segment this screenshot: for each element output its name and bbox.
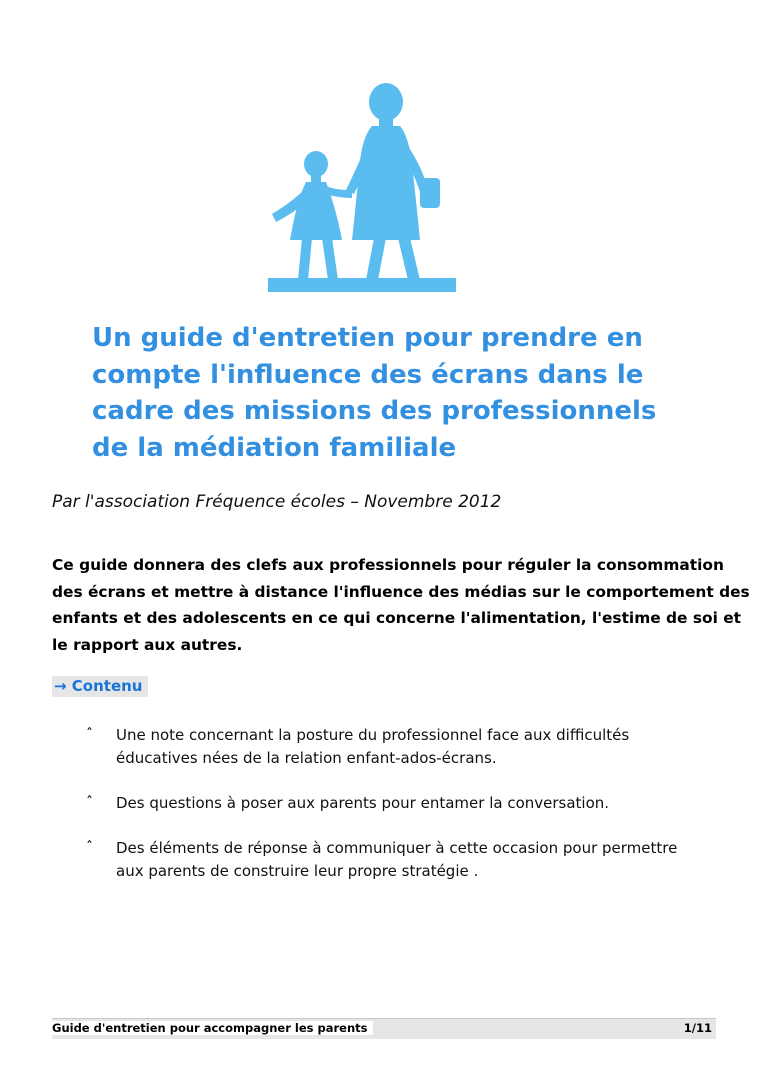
document-title bbox=[92, 320, 692, 466]
list-item-text bbox=[116, 724, 726, 770]
list-item bbox=[86, 724, 726, 770]
title-line: Un guide d'entretien pour prendre en bbox=[92, 323, 643, 353]
parent-child-walking-icon bbox=[268, 82, 456, 292]
list-item-line: Une note concernant la posture du professionnel face aux difficultés bbox=[116, 726, 630, 744]
bullet-marker-icon: ˆ bbox=[86, 727, 93, 743]
list-item-line: Des questions à poser aux parents pour entamer la conversation. bbox=[116, 794, 610, 812]
bullet-marker-icon: ˆ bbox=[86, 840, 93, 856]
list-item-line: éducatives nées de la relation enfant-ados-écrans. bbox=[116, 749, 497, 767]
list-item bbox=[86, 792, 726, 815]
title-line: compte l'influence des écrans dans le bbox=[92, 359, 644, 390]
title-line: de la médiation familiale bbox=[92, 432, 457, 463]
intro-line: Ce guide donnera des clefs aux professionnels pour réguler la consommation bbox=[52, 556, 724, 574]
bullet-marker-icon: ˆ bbox=[86, 795, 93, 811]
section-heading-contenu: → Contenu bbox=[52, 676, 148, 697]
list-item-text bbox=[116, 792, 726, 815]
list-item bbox=[86, 837, 726, 883]
list-item-line: Des éléments de réponse à communiquer à cette occasion pour permettre bbox=[116, 839, 678, 857]
page-number: 1/11 bbox=[683, 1021, 712, 1035]
byline: Par l'association Fréquence écoles – Novembre 2012 bbox=[52, 492, 502, 512]
page-footer bbox=[52, 1018, 716, 1039]
intro-paragraph bbox=[52, 552, 750, 658]
intro-line: des écrans et mettre à distance l'influence des médias sur le comportement des bbox=[52, 582, 750, 601]
list-item-text bbox=[116, 837, 726, 883]
content-list bbox=[86, 724, 726, 905]
list-item-line: aux parents de construire leur propre stratégie . bbox=[116, 862, 479, 880]
parent-child-walking-logo bbox=[268, 82, 456, 292]
title-line: cadre des missions des professionnels bbox=[92, 396, 657, 426]
intro-line: enfants et des adolescents en ce qui concerne l'alimentation, l'estime de soi et bbox=[52, 609, 742, 627]
intro-line: le rapport aux autres. bbox=[52, 635, 243, 654]
footer-title: Guide d'entretien pour accompagner les parents bbox=[52, 1021, 373, 1035]
